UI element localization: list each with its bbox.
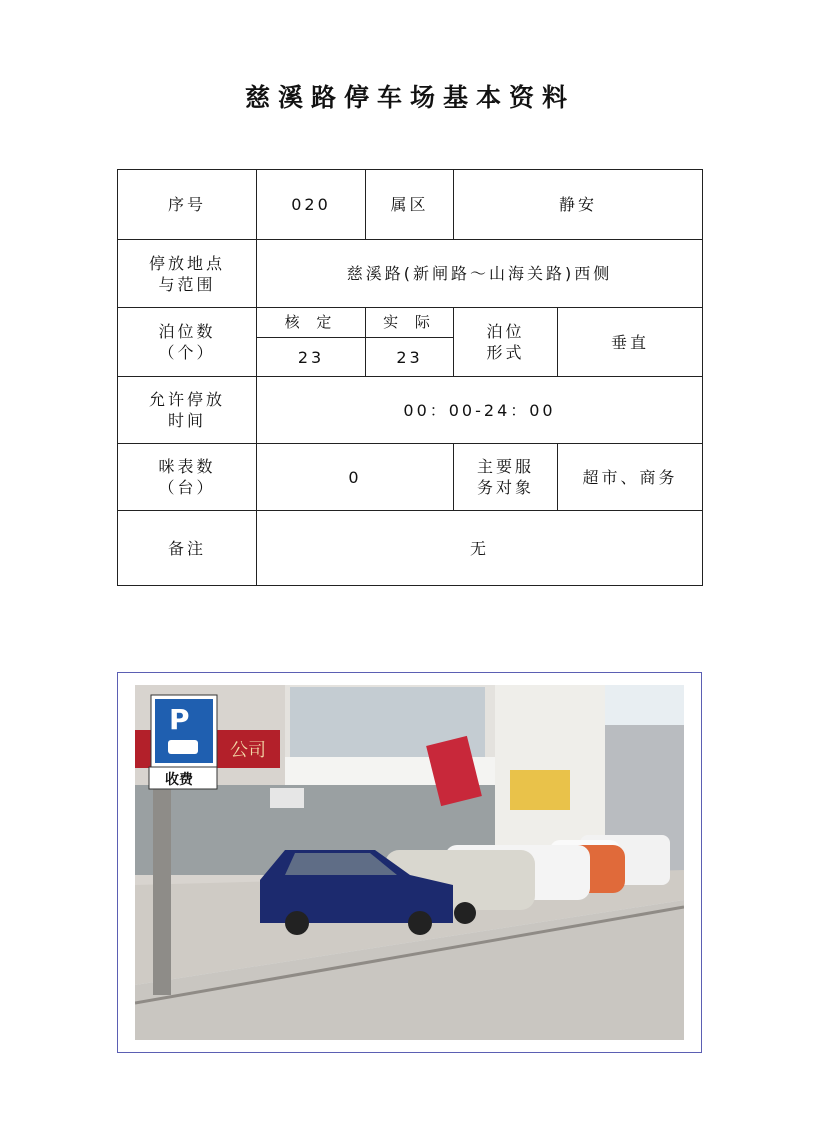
- service-label: [454, 444, 558, 511]
- service-label-line2: 务对象: [476, 478, 534, 497]
- silver-car-wheel: [454, 902, 476, 924]
- location-label-line2: 与范围: [158, 274, 216, 294]
- meters-label-line1: 咪表数: [158, 457, 216, 476]
- meters-value: 0: [257, 444, 454, 511]
- service-label-line1: 主要服: [476, 457, 534, 476]
- remarks-label: 备注: [118, 511, 257, 586]
- service-value: 超市、商务: [558, 444, 703, 511]
- blue-sedan-wheel-rear: [408, 911, 432, 935]
- sign-pole: [153, 780, 171, 995]
- hours-value: 00：00-24：00: [257, 377, 703, 444]
- location-label: [118, 240, 257, 308]
- serial-label: 序号: [118, 170, 257, 240]
- blue-sedan-wheel-front: [285, 911, 309, 935]
- parking-info-table: [117, 169, 703, 586]
- actual-label: 实 际: [366, 308, 454, 338]
- district-value: 静安: [454, 170, 703, 240]
- air-conditioner: [270, 788, 304, 808]
- spaces-label-line2: （个）: [158, 343, 216, 362]
- approved-label: 核 定: [257, 308, 366, 338]
- form-value: 垂直: [558, 308, 703, 377]
- shop-sign-text: 公司: [230, 740, 266, 761]
- spaces-label-line1: 泊位数: [158, 322, 216, 341]
- form-label-line1: 泊位: [486, 322, 525, 341]
- location-value: 慈溪路(新闸路～山海关路)西侧: [257, 240, 703, 308]
- meters-label-line2: （台）: [158, 478, 216, 497]
- location-label-line1: 停放地点: [148, 253, 225, 273]
- fee-sign-text: 收费: [165, 772, 193, 788]
- car-icon: [168, 740, 198, 754]
- form-label: [454, 308, 558, 377]
- actual-value: 23: [366, 338, 454, 377]
- yellow-shop-sign: [510, 770, 570, 810]
- hours-label-line2: 时间: [167, 411, 206, 430]
- photo-frame: [117, 672, 702, 1053]
- hours-label: [118, 377, 257, 444]
- serial-value: 020: [257, 170, 366, 240]
- street-parking-photo: [135, 685, 684, 1040]
- parking-sign-letter: P: [169, 703, 190, 736]
- form-label-line2: 形式: [486, 343, 525, 362]
- hours-label-line1: 允许停放: [148, 390, 225, 409]
- spaces-label: [118, 308, 257, 377]
- page-title: 慈溪路停车场基本资料: [244, 83, 575, 112]
- meters-label: [118, 444, 257, 511]
- approved-value: 23: [257, 338, 366, 377]
- remarks-value: 无: [257, 511, 703, 586]
- district-label: 属区: [366, 170, 454, 240]
